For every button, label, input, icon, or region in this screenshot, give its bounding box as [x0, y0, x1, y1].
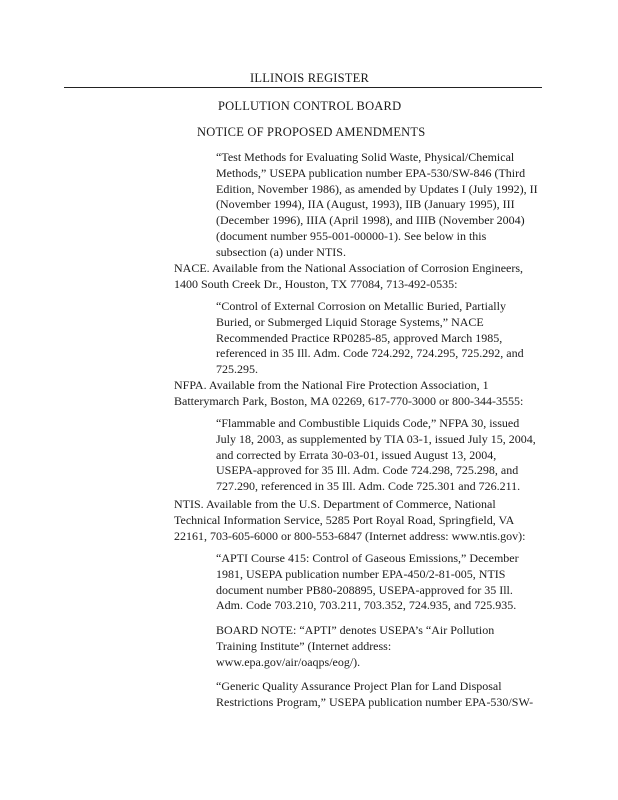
text-line: USEPA-approved for 35 Ill. Adm. Code 724.298, 725.298, and: [216, 463, 519, 478]
register-title: ILLINOIS REGISTER: [250, 71, 370, 85]
text-line: 1400 South Creek Dr., Houston, TX 77084, 713-492-0535:: [174, 276, 458, 291]
board-note: [216, 623, 494, 670]
text-line: referenced in 35 Ill. Adm. Code 724.292, 724.295, 725.292, and: [216, 346, 524, 361]
text-line: document number PB80-208895, USEPA-approved for 35 Ill.: [216, 582, 513, 597]
text-line: “Control of External Corrosion on Metallic Buried, Partially: [216, 299, 506, 313]
text-line: 22161, 703-605-6000 or 800-553-6847 (Internet address: www.ntis.gov):: [174, 528, 526, 543]
paragraph-nfpa-source: [174, 378, 523, 410]
paragraph-generic-qa: [216, 679, 533, 711]
text-line: 1981, USEPA publication number EPA-450/2-81-005, NTIS: [216, 566, 506, 581]
text-line: Adm. Code 703.210, 703.211, 703.352, 724.935, and 725.935.: [216, 598, 517, 613]
header-rule: [64, 87, 542, 88]
text-line: Restrictions Program,” USEPA publication number EPA-530/SW-: [216, 694, 534, 709]
paragraph-epa-test-methods: [216, 150, 538, 261]
text-line: July 18, 2003, as supplemented by TIA 03-1, issued July 15, 2004,: [216, 431, 536, 446]
paragraph-nace-source: [174, 261, 523, 293]
text-line: Recommended Practice RP0285-85, approved March 1985,: [216, 330, 503, 345]
text-line: and corrected by Errata 30-03-01, issued August 13, 2004,: [216, 447, 497, 462]
paragraph-nace-doc: [216, 299, 524, 378]
text-line: “Generic Quality Assurance Project Plan for Land Disposal: [216, 679, 502, 693]
paragraph-ntis-source: [174, 497, 526, 544]
text-line: Buried, or Submerged Liquid Storage Systems,” NACE: [216, 314, 484, 329]
text-line: Edition, November 1986), as amended by Updates I (July 1992), II: [216, 181, 538, 196]
text-line: subsection (a) under NTIS.: [216, 244, 346, 259]
text-line: Training Institute” (Internet address:: [216, 638, 392, 653]
text-line: (December 1996), IIIA (April 1998), and IIIB (November 2004): [216, 213, 525, 228]
notice-title: NOTICE OF PROPOSED AMENDMENTS: [197, 125, 426, 139]
text-line: “APTI Course 415: Control of Gaseous Emissions,” December: [216, 551, 519, 565]
paragraph-nfpa-doc: [216, 416, 536, 495]
text-line: (November 1994), IIA (August, 1993), IIB (January 1995), III: [216, 197, 515, 212]
text-line: “Flammable and Combustible Liquids Code,” NFPA 30, issued: [216, 416, 520, 430]
text-line: (document number 955-001-00000-1). See below in this: [216, 228, 487, 243]
text-line: NTIS. Available from the U.S. Department of Commerce, National: [174, 497, 496, 511]
text-line: www.epa.gov/air/oaqps/eog/).: [216, 654, 361, 669]
text-line: NFPA. Available from the National Fire Protection Association, 1: [174, 378, 489, 392]
text-line: 725.295.: [216, 362, 258, 377]
paragraph-apti-course: [216, 551, 519, 614]
board-title: POLLUTION CONTROL BOARD: [218, 99, 402, 113]
text-line: “Test Methods for Evaluating Solid Waste, Physical/Chemical: [216, 150, 515, 164]
text-line: Methods,” USEPA publication number EPA-530/SW-846 (Third: [216, 165, 526, 180]
text-line: NACE. Available from the National Association of Corrosion Engineers,: [174, 261, 524, 275]
text-line: BOARD NOTE: “APTI” denotes USEPA’s “Air Pollution: [216, 623, 495, 637]
text-line: Batterymarch Park, Boston, MA 02269, 617-770-3000 or 800-344-3555:: [174, 393, 524, 408]
text-line: 727.290, referenced in 35 Ill. Adm. Code 725.301 and 726.211.: [216, 479, 521, 494]
text-line: Technical Information Service, 5285 Port Royal Road, Springfield, VA: [174, 512, 515, 527]
